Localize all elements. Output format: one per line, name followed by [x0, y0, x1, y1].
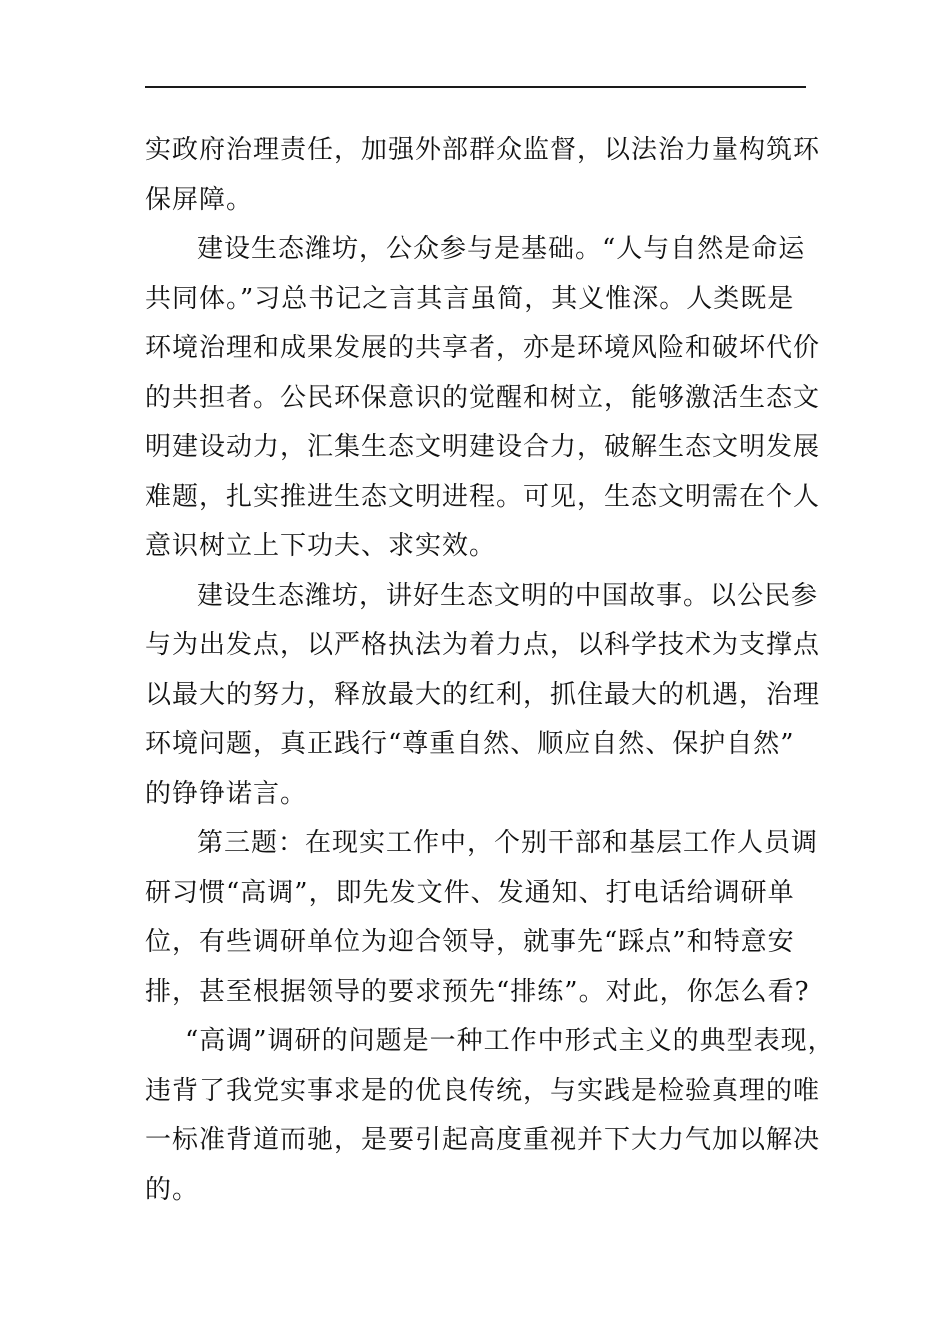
header-rule — [145, 86, 806, 88]
text-line: 以最大的努力，释放最大的红利，抓住最大的机遇，治理 — [145, 679, 821, 710]
paragraph-start-line: 建设生态潍坊，公众参与是基础。“人与自然是命运 — [197, 234, 806, 264]
text-line: 共同体。”习总书记之言其言虽简，其义惟深。人类既是 — [145, 283, 795, 314]
text-line: 排，甚至根据领导的要求预先“排练”。对此，你怎么看? — [145, 976, 810, 1007]
text-line: 实政府治理责任，加强外部群众监督，以法治力量构筑环 — [145, 135, 821, 165]
text-line: 一标准背道而驰，是要引起高度重视并下大力气加以解决 — [145, 1125, 821, 1155]
text-line: 位，有些调研单位为迎合领导，就事先“踩点”和特意安 — [145, 927, 795, 957]
text-line: 研习惯“高调”，即先发文件、发通知、打电话给调研单 — [145, 877, 795, 908]
text-line: 的共担者。公民环保意识的觉醒和树立，能够激活生态文 — [145, 382, 821, 413]
document-body — [145, 126, 835, 1215]
question-start-line: 第三题：在现实工作中，个别干部和基层工作人员调 — [197, 828, 819, 858]
text-line: 明建设动力，汇集生态文明建设合力，破解生态文明发展 — [145, 432, 821, 462]
text-line: 的铮铮诺言。 — [145, 778, 308, 809]
answer-start-line: “高调”调研的问题是一种工作中形式主义的典型表现， — [185, 1026, 835, 1056]
text-line: 与为出发点，以严格执法为着力点，以科学技术为支撑点 — [145, 630, 821, 660]
text-line: 环境问题，真正践行“尊重自然、顺应自然、保护自然” — [145, 729, 795, 759]
text-line: 违背了我党实事求是的优良传统，与实践是检验真理的唯 — [145, 1075, 821, 1106]
text-line: 环境治理和成果发展的共享者，亦是环境风险和破坏代价 — [145, 333, 821, 363]
text-line: 的。 — [145, 1174, 200, 1205]
paragraph-start-line: 建设生态潍坊，讲好生态文明的中国故事。以公民参 — [197, 580, 819, 611]
text-line: 难题，扎实推进生态文明进程。可见，生态文明需在个人 — [145, 481, 821, 512]
text-line: 保屏障。 — [145, 184, 254, 215]
text-line: 意识树立上下功夫、求实效。 — [145, 531, 497, 561]
